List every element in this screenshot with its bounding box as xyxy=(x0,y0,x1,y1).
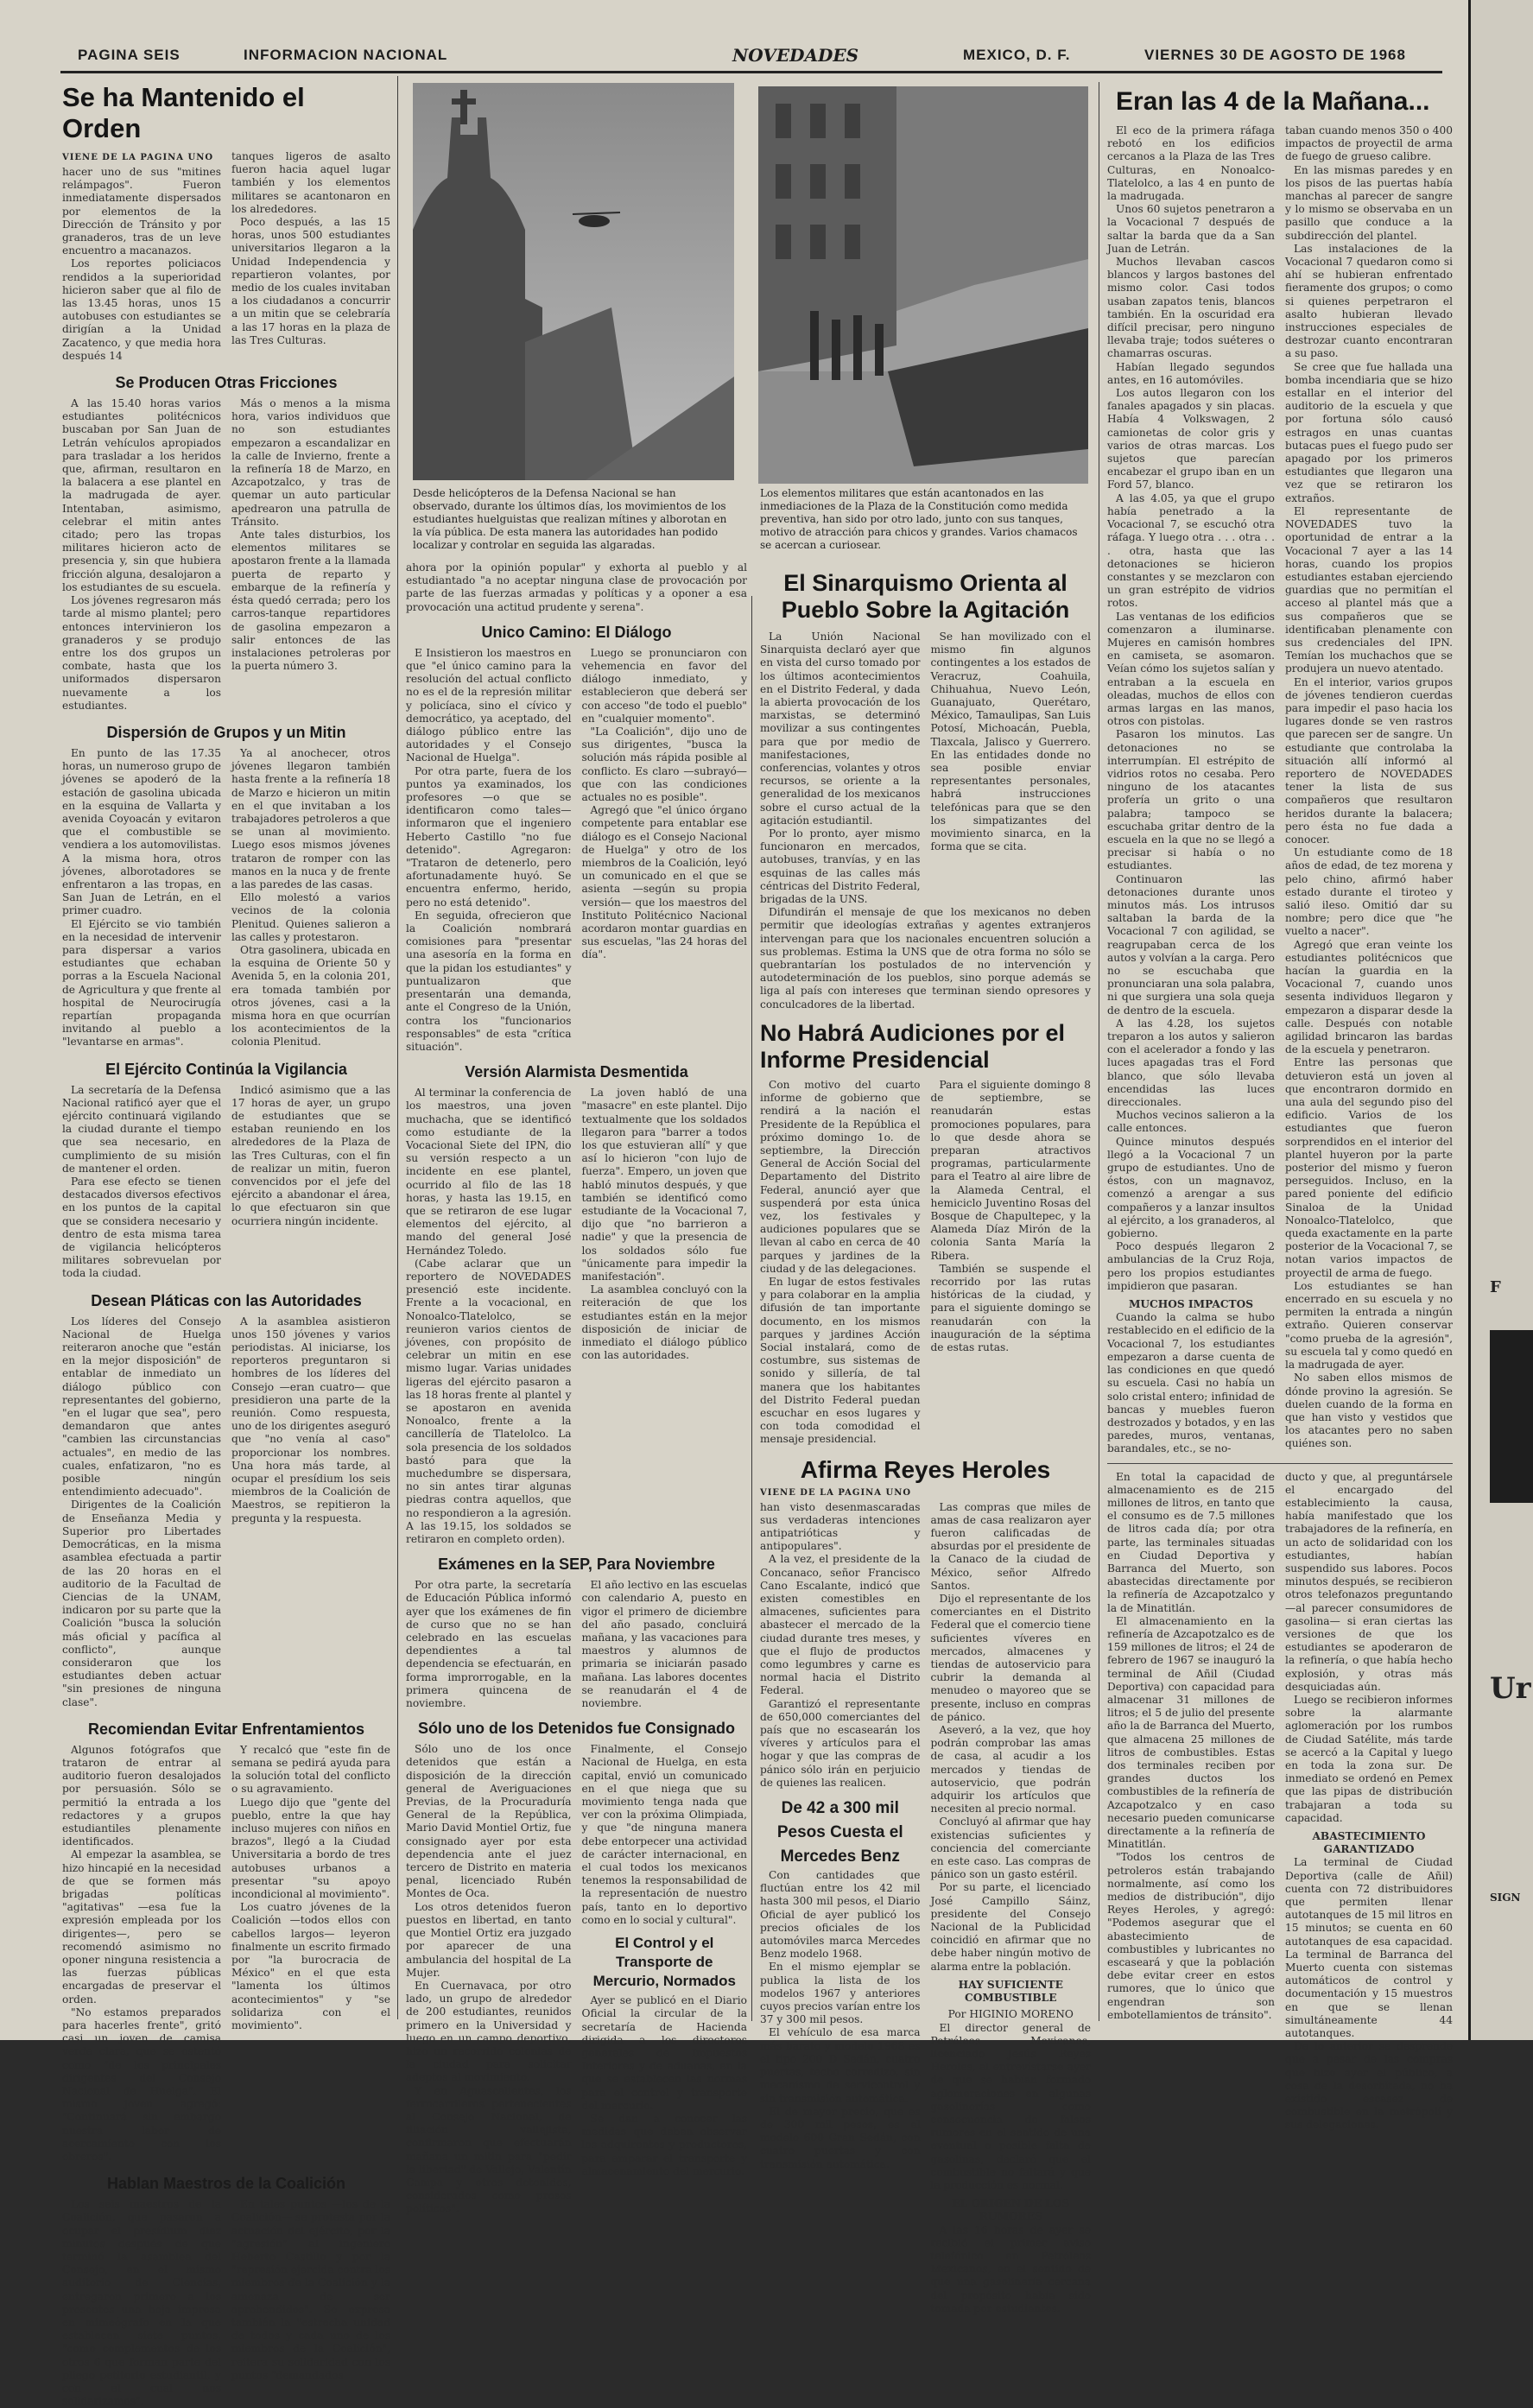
paragraph: Finalmente, el Consejo Nacional de Huelga, en esta capital, envió un comunicado en el que niega que su movimiento tenga nada que ver con la próxima Olimpiada, y que "de ninguna manera debe entorpecer una actividad de carácter internacional, en el cual todos los mexicanos tenemos la responsabilidad de la representación de nuestro país, tanto en lo deportivo como en lo social y cultural". xyxy=(581,1743,747,1926)
paragraph: Las instalaciones de la Vocacional 7 quedaron como si ahí se hubieran enfrentado fieramente dos grupos; o como si quienes perpetraron el asalto hubieran llevado instrucciones especiales de destrozar cuanto encontraran a su paso. xyxy=(1285,242,1453,360)
subheading: Versión Alarmista Desmentida xyxy=(465,1063,688,1081)
paragraph: Unos 60 sujetos penetraron a la Vocacional 7 después de saltar la barda que da a San Juan de Letrán. xyxy=(1107,203,1275,255)
paragraph: En seguida, ofrecieron que la Coalición nombrará comisiones para "presentar una asesoría en la forma en que la pidan los estudiantes" y puntualizaron que presentarán una demanda, ante el Congreso de la Unión, contra los "funcionarios responsables" de esta "crítica situación". xyxy=(406,909,572,1053)
paragraph: Por lo pronto, ayer mismo funcionaron en mercados, autobuses, tranvías, y en las esquinas de las calles más céntricas del Distrito Federal, brigadas de la UNS. xyxy=(760,827,921,906)
paragraph: taban cuando menos 350 o 400 impactos de proyectil de arma de fuego de grueso calibre. xyxy=(1285,124,1453,163)
paragraph: Se dan a conocer las medidas que deben observar los adquirentes y productores, para amparar el transporte y almacenamiento del mercurio. xyxy=(581,2112,747,2177)
page-fragment: Ur xyxy=(1490,1671,1531,1706)
photo-caption: Los elementos militares que están acantonados en las inmediaciones de la Plaza de la Constitución como medida preventiva, han sido por otro lado, junto con sus tanques, motivo de atracción para chicos y grandes. Varios chamacos se acercan a curiosear. xyxy=(760,487,1078,551)
paragraph: Poco después, a las 15 horas, unos 500 estudiantes universitarios llegaron a la Unidad Independencia y repartieron volantes, por medio de los cuales invitaban a los ciudadanos a concurrir a un mitin que se celebraría a las 17 horas en la plaza de las Tres Culturas. xyxy=(231,216,390,346)
paragraph: Un estudiante como de 18 años de edad, de tez morena y pelo chino, afirmó haber estado durante el tiroteo y salió ileso. Omitió dar su nombre; pero dice que "he vuelto a nacer". xyxy=(1285,846,1453,938)
paragraph: Agregó que eran veinte los estudiantes politécnicos que hacían la guardia en la Vocacional 7, cuando unos sesenta individuos llegaron y empezaron a disparar desde la calle. Después con notable agilidad brincaron las bardas de la escuela y penetraron. xyxy=(1285,938,1453,1056)
paragraph: Muchos vecinos salieron a la calle entonces. xyxy=(1107,1109,1275,1135)
paragraph: Ante tales disturbios, los elementos militares se apostaron frente a la llamada puerta de reparto y embarque de la refinería y ésta quedó cerrada; pero los carros-tanque repartidores de gasolina empezaron a salir entonces de las instalaciones petroleras por la puerta número 3. xyxy=(231,529,390,673)
paragraph: Las ventanas de los edificios comenzaron a iluminarse. Mujeres en camisón hombres en camiseta, se asomaron. Veían cómo los sujetos salían y entraban a la escuela en oleadas, muchos de ellos con armas largas en las manos, otros con pistolas. xyxy=(1107,610,1275,728)
paragraph: El representante de NOVEDADES tuvo la oportunidad de entrar a la Vocacional 7 ayer a las 14 horas, cuando los propios estudiantes estaban ejerciendo guardias que no permitían el acceso al plantel más que a sus compañeros que se identificaban plenamente con sus credenciales del IPN. Temían los muchachos que se produjera un nuevo atentado. xyxy=(1285,504,1453,675)
paragraph: E Insistieron los maestros en que "el único camino para la resolución del actual conflicto no es el de la represión militar y policíaca, sino el cívico y democrático, ya aceptado, del diálogo público entre las autoridades y el Consejo Nacional de Huelga". xyxy=(406,646,572,764)
paragraph: También se suspende el recorrido por las rutas históricas de la ciudad, y para el siguiente domingo se reanudarán con la inauguración de la séptima de estas rutas. xyxy=(930,1262,1091,1353)
issue-date: VIERNES 30 DE AGOSTO DE 1968 xyxy=(1144,47,1406,63)
paragraph: Por otra parte, fuera de los puntos ya examinados, los profesores —o que se identificaron como tales— informaron que el ingeniero Heberto Castillo "no fue detenido". Agregaron: "Trataron de detenerlo, pero afortunadamente huyó. Se encuentra enfermo, herido, pero no está detenido". xyxy=(406,764,572,909)
subheading: Hablan Maestros de la Coalición xyxy=(106,2175,346,2193)
paragraph: El almacenamiento en la refinería de Azcapotzalco es de 159 millones de litros; el 24 de febrero de 1967 se inauguró la terminal de Añil (Ciudad Deportiva) con capacidad para almacenar 31 millones de litros; el 5 de julio del presente año la de Barranca del Muerto, que almacena 25 millones de litros de combustibles. Estas dos terminales reciben por grandes ductos los combustibles de la refinería de Azcapotzalco y en caso necesario pueden comunicarse directamente a la refinería de Minatitlán. xyxy=(1107,1614,1275,1851)
subheading: Sólo uno de los Detenidos fue Consignado xyxy=(417,1720,735,1738)
paragraph: Para ese efecto se tienen destacados diversos efectivos en los puntos de la capital que se considera necesario y dentro de esta misma tarea de vigilancia helicópteros militares sobrevuelan por toda la ciudad. xyxy=(62,1175,221,1280)
paragraph: Indicó asimismo que a las 17 horas de ayer, un grupo de estudiantes que se estaban reuniendo en los alrededores de la Plaza de las Tres Culturas, con el fin de realizar un mitin, fueron convencidos por el jefe del ejército a abandonar el área, lo que efectuaron sin que ocurriera ningún incidente. xyxy=(231,1083,390,1227)
paragraph: El Ejército se vio también en la necesidad de intervenir para dispersar a varios estudiantes que echaban porras a la Escuela Nacional de Agricultura y que frente al hospital de Neurocirugía repartían propaganda invitando al pueblo a "levantarse en armas". xyxy=(62,917,221,1049)
paragraph: De lo anterior se desprende que a pesar de las compras que hizo ayer el público, a cosa de la desorbitada, no ha existido escasez de combustible en la metrópoli y sus delegaciones. xyxy=(1285,2040,1453,2132)
paragraph: El de mayor precio, que es de 300 mil pesos, es el modelo 600 Gran Sedán, con cuatro puertas y con transmisión automática. xyxy=(760,2105,921,2170)
paragraph: Los seis maestros de la Coalición, que pasaron a ocupar el presídium diez minutos después de que terminó la asamblea del Consejo, en el mismo auditorio de Ciencias, entregaron primero a los presentes una hoja impresa en mimeógrafo en la que establecen siete puntos, "como complementos de los otros 6 que forman parte del pliego petitorio estudiantil, y con el cual nos solidarizamos". xyxy=(62,2198,221,2408)
paragraph: En las mismas paredes y en los pisos de las puertas había manchas al parecer de sangre y lo mismo se observaba en un pasillo que conduce a la subdirección del plantel. xyxy=(1285,163,1453,242)
paragraph: "Todos los centros de petroleros están trabajando normalmente, así como los medios de distribución", dijo Reyes Heroles, y agregó: "Podemos asegurar que el abastecimiento de combustibles y lubricantes no escaseará y que la población debe evitar creer en estos rumores, que lo único que engendran son embotellamientos de tránsito". xyxy=(1107,1851,1275,2021)
newspaper-logo: NOVEDADES xyxy=(732,45,859,66)
column-rule xyxy=(751,596,752,2021)
paragraph: La Unión Nacional Sinarquista declaró ayer que en vista del curso tomado por los últimos acontecimientos en el Distrito Federal, y dada la abierta provocación de los marxistas, se determinó movilizar a sus contingentes para que por medio de manifestaciones, conferencias, volantes y otros recursos, se oriente a la generalidad de los mexicanos sobre el curso actual de la agitación estudiantil. xyxy=(760,631,921,827)
paragraph: Garantizó el representante de 650,000 comerciantes del país que no escasearán los víveres y artículos para el hogar y que las compras de pánico sólo irán en perjuicio de quienes las realicen. xyxy=(760,1697,921,1789)
paragraph: El año lectivo en las escuelas con calendario A, puesto en vigor el primero de diciembre del año pasado, concluirá mañana, y las vacaciones para maestros y alumnos de primaria se iniciarán pasado mañana. Las labores docentes se reanudarán el 4 de noviembre. xyxy=(581,1579,747,1710)
headline-audiciones: No Habrá Audiciones por el Informe Presidencial xyxy=(760,1019,1066,1073)
paragraph: Dijo el representante de los comerciantes en el Distrito Federal que el comercio tiene suficientes víveres en mercados, almacenes y tiendas de autoservicio para cubrir la demanda al menudeo o mayoreo que se presente, incluso en compras de pánico. xyxy=(930,1593,1091,1723)
paragraph: "No estamos preparados para hacerles frente", gritó casi un joven de camisa verde clara, que se ostentó como "de los principales dirigentes del Consejo Nacional de Huelga". El mismo joven agregó: "Continuará sin embargo nuestra labor de acercamiento con los obreros". xyxy=(62,2006,221,2164)
paragraph: Al terminar la conferencia de los maestros, una joven muchacha, que se identificó como estudiante de la Vocacional Siete del IPN, dio su versión respecto a un incidente en ese plantel, ocurrido al filo de las 18 horas, y hasta las 19.15, en que se retiraron de ese lugar elementos del ejército, al mando del general José Hernández Toledo. xyxy=(406,1087,572,1257)
subheading: El Ejército Continúa la Vigilancia xyxy=(105,1060,347,1078)
paragraph: Ello molestó a varios vecinos de la colonia Plenitud. Quienes salieron a las calles y protestaron. xyxy=(231,891,390,943)
paragraph: La asamblea concluyó con la reiteración de que los estudiantes están en la mejor disposición de iniciar de inmediato el diálogo público con las autoridades. xyxy=(581,1283,747,1362)
subheading: Recomiendan Evitar Enfrentamientos xyxy=(87,1720,365,1738)
paragraph: tanques ligeros de asalto fueron hacia aquel lugar también y los elementos militares se acantonaron en los alrededores. xyxy=(231,150,390,215)
subheading: Se Producen Otras Fricciones xyxy=(115,374,338,392)
photo-helicopter-church xyxy=(413,83,734,480)
kicker: VIENE DE LA PAGINA UNO xyxy=(62,153,214,162)
paragraph: Los otros detenidos fueron puestos en libertad, en tanto que Montiel Ortiz era juzgado por aparecer de una ambulancia del hospital de La Mujer. xyxy=(406,1900,572,1979)
paragraph: Difundirán el mensaje de que los mexicanos no deben permitir que ideologías extrañas y agentes extranjeros intervengan para que los nacionales encuentren solución a sus problemas. Estima la UNS que de otra forma no sólo se quebrantarían los postulados de no intervención y autodeterminación de los pueblos, sino porque además se liga al país con intereses que terminan siendo opresores y conculcadores de la libertad. xyxy=(760,906,1091,1011)
paragraph: Dirigentes de la Coalición de Enseñanza Media y Superior pro Libertades Democráticas, en la misma asamblea efectuada a partir de las 20 horas en el auditorio de la Facultad de Ciencias de la UNAM, indicaron por su parte que la Coalición "busca la solución más oficial y pacífica al conflicto", aunque consideraron que los estudiantes deben actuar "sin presiones de ninguna clase". xyxy=(62,1499,221,1708)
column-rule xyxy=(397,76,398,2019)
adjacent-page-edge xyxy=(1468,0,1533,2040)
paragraph: El director general de Petróleos Mexicanos, licenciado Jesús Reyes Heroles, al entrevistarse ayer de que se habían formado aglomeraciones en algunas gasolinerías como consecuencia de falsos rumores en el sentido de una eventual o posible falta de gasolinas, declaró que el combustible no faltará y que la producción es normal. xyxy=(930,2021,1091,2191)
paragraph: Ayer se publicó en el Diario Oficial la circular de la secretaría de Hacienda dirigida a los directores generales de Impuestos Interiores y de aduanas, en la que se establecen las normas para el control y transporte del mercurio. xyxy=(581,1994,747,2112)
paragraph: La joven habló de una "masacre" en este plantel. Dijo textualmente que los soldados llegaron para "barrer a todos los que estuvieran allí" y que así lo hicieron "con lujo de fuerza". Empero, un joven que habló minutos después, y que también se identificó como estudiante de la Vocacional 7, dijo que "no barrieron a nadie" y que la presencia de los soldados sólo fue "únicamente para impedir la manifestación". xyxy=(581,1087,747,1283)
paragraph: Sólo uno de los once detenidos que están a disposición de la dirección general de Averiguaciones Previas, de la Procuraduría General de la República, Mario David Montiel Ortiz, fue consignado ayer por esta dependencia ante el juez tercero de Distrito en materia penal, licenciado Rubén Montes de Oca. xyxy=(406,1743,572,1900)
paragraph: El vehículo de esa marca más barato y modelo 1968 es el tipo 200 D Sedán, cuatro puertas, techo corredizo, sin mecanismo de servicontrol y sin transmisión automática. xyxy=(760,2026,921,2105)
page-fragment: F xyxy=(1490,1278,1501,1296)
photo-tanks-plaza xyxy=(758,86,1088,484)
paragraph: Habían llegado segundos antes, en 16 automóviles. xyxy=(1107,360,1275,386)
subheading: HAY SUFICIENTE COMBUSTIBLE xyxy=(958,1978,1063,2005)
paragraph: A las 4.28, los sujetos treparon a los autos y salieron con el acelerador a fondo y las luces apagadas tras el Ford blanco, que sólo llevaba encendidas las luces direccionales. xyxy=(1107,1017,1275,1109)
center-right-column xyxy=(760,570,1091,2315)
paragraph: Concluyó al afirmar que hay existencias suficientes y conciencia del comerciante en este caso. Las compras de pánico son un gasto estéril. xyxy=(930,1816,1091,1881)
subheading: Desean Pláticas con las Autoridades xyxy=(91,1291,362,1309)
subheading: EL ORIGEN DE LOS RUMORES xyxy=(952,2197,1070,2223)
photo-image xyxy=(758,86,1088,484)
right-column xyxy=(1107,86,1453,2132)
paragraph: Cuando la calma se hubo restablecido en el edificio de la Vocacional 7, los estudiantes empezaron a darse cuenta de las condiciones en que quedó su escuela. Casi no había un solo cristal entero; infinidad de bancas y muebles fueron destrozados y botados, y en las paredes, muros, ventanas, barandales, etc., se no- xyxy=(1107,1311,1275,1455)
paragraph: ducto y que, al preguntársele el encargado del establecimiento la causa, había manifestado que los trabajadores de la refinería, en un acto de solidaridad con los estudiantes, habían suspendido sus labores. Pocos minutos después, se recibieron otros telefonazos preguntando —al parecer consumidores de gasolina— si eran ciertas las versiones de que los estudiantes se apoderaron de la refinería, o que había hecho explosión, y otras más desquiciadas aún. xyxy=(1285,1470,1453,1693)
paragraph: Los cuatro jóvenes de la Coalición —todos ellos con cabellos largos— leyeron finalmente un escrito firmado por "la burocracia de México" en el que esta "lamenta los últimos acontecimientos" y "se solidariza con el movimiento". xyxy=(231,1901,390,2031)
left-column xyxy=(62,82,390,2408)
page-fragment-block xyxy=(1490,1330,1533,1503)
paragraph: En el interior, varios grupos de jóvenes tendieron cuerdas para impedir el paso hacia los lugares donde se ven rastros que parecen ser de sangre. Un estudiante que controlaba la situación allí informó al reportero de NOVEDADES tener la lista de sus compañeros que resultaron heridos durante la balacera; pero ésta no fue dada a conocer. xyxy=(1285,675,1453,846)
paragraph: Con cantidades que fluctúan entre los 42 mil hasta 300 mil pesos, el Diario Oficial de ayer publicó los precios oficiales de los automóviles marca Mercedes Benz modelo 1968. xyxy=(760,1869,921,1961)
paragraph: Se cree que fue hallada una bomba incendiaria que se hizo estallar en el interior del auditorio de la escuela y que por fortuna sólo causó estragos en unas cuantas butacas pues el fuego pudo ser apagado por los primeros estudiantes que llegaron una vez que se retiraron los extraños. xyxy=(1285,360,1453,504)
paragraph: Agregó que "el único órgano competente para entablar ese diálogo es el Consejo Nacional de Huelga" y otro de los miembros de la Coalición, leyó un comunicado en el que se asienta —según su propia versión— que los maestros del Instituto Politécnico Nacional acordaron montar guardias en sus escuelas, "las 24 horas del día". xyxy=(581,804,747,961)
subheading: MUCHOS IMPACTOS xyxy=(1128,1298,1254,1311)
section-name: INFORMACION NACIONAL xyxy=(244,47,448,63)
page-number: PAGINA SEIS xyxy=(78,47,181,63)
paragraph: En tales puntos —los de la Coalición— se protesta por la actuación del ejército, por la "agresión" al ingeniero Heberto Castillo y por la "represión ejercida contra los miembros de la Coalición y la amenaza de ser aprehendidos". Se expresa también la "estrecha unidad de todos y cada uno de los miembros de la Coalición", reitera su solidaridad con los puntos "demandados xyxy=(231,2198,390,2381)
paragraph: Por su parte, el licenciado José Campillo Sáinz, presidente del Consejo Nacional de la Publicidad coincidió en afirmar que no debe haber ningún motivo de alarma entre la población. xyxy=(930,1881,1091,1973)
paragraph: Poco después llegaron 2 ambulancias de la Cruz Roja, pero los propios estudiantes impidieron que pasaran. xyxy=(1107,1240,1275,1292)
paragraph: Muchos llevaban cascos blancos y largos bastones del mismo color. Casi todos usaban zapatos tenis, blancos también. En la oscuridad era difícil precisar, pero ninguno llevaba traje; todos suéteres o chamarras oscuras. xyxy=(1107,256,1275,360)
paragraph: Los jóvenes regresaron más tarde al mismo plantel; pero entonces intervinieron los granaderos y se produjo entre los dos grupos un combate, hasta que los uniformados dispersaron nuevamente a los estudiantes. xyxy=(62,594,221,712)
paragraph: A las 16 horas de ayer se recibió el primer aviso telefónico en Petróleos Mexicanos, en el sentido de que una gasolinería cercana del propósito había sido tomada por estudiantes. xyxy=(930,2223,1091,2315)
center-left-column xyxy=(406,561,747,2215)
headline-sinarquismo: El Sinarquismo Orienta al Pueblo Sobre la Agitación xyxy=(781,570,1070,623)
subheading: Unico Camino: El Diálogo xyxy=(481,623,672,641)
paragraph: han visto desenmascaradas sus verdaderas intenciones antipatrióticas y antipopulares". xyxy=(760,1500,921,1553)
byline: Por HIGINIO MORENO xyxy=(947,2008,1074,2021)
paragraph: Aseveró, a la vez, que hoy podrán comprobar las amas de casa, al acudir a los mercados y tiendas de autoservicio, que podrán adquirir los artículos que necesiten al precio normal. xyxy=(930,1724,1091,1816)
paragraph: A las 15.40 horas varios estudiantes politécnicos buscaban por San Juan de Letrán vehículos apropiados para trasladar a los heridos que, afirman, resultaron en la balacera a ese plantel en la madrugada de ayer. Intentaban, asimismo, celebrar el mitin antes citado; pero las tropas militares hicieron acto de presencia y, sin que hubiera fricción alguna, desalojaron a los estudiantes de su escuela. xyxy=(62,397,221,593)
paragraph: Ya al anochecer, otros jóvenes llegaron también hasta frente a la refinería 18 de Marzo e hicieron un mitin en el que invitaban a los trabajadores petroleros a que se unan al movimiento. Luego esos mismos jóvenes trataron de romper con las manos en la nuca y de frente a las paredes de las casas. xyxy=(231,746,390,890)
paragraph: En lugar de estos festivales y para colaborar en la amplia difusión de tan importante documento, en los mismos parques y jardines Acción Social instalará, como de costumbre, sus sistemas de sonido y sillería, de tal manera que los habitantes del Distrito Federal puedan escuchar en esos lugares y con toda comodidad el mensaje presidencial. xyxy=(760,1275,921,1446)
subheading: El Control y el Transporte de Mercurio, Normados xyxy=(592,1935,736,1990)
paragraph: Al empezar la asamblea, se hizo hincapié en la necesidad de que se formen más brigadas políticas "agitativas" —esa fue la expresión empleada por los dirigentes—, pero se recomendó asimismo no oponer ninguna resistencia a las fuerzas públicas encargadas de preservar el orden. xyxy=(62,1848,221,2006)
paragraph: Las compras que miles de amas de casa realizaron ayer fueron calificadas de absurdas por el presidente de la Canaco de la ciudad de México, señor Alfredo Santos. xyxy=(930,1500,1091,1592)
city: MEXICO, D. F. xyxy=(963,47,1071,63)
paragraph: Los líderes del Consejo Nacional de Huelga reiteraron anoche que "están en la mejor disposición" de entablar de inmediato un diálogo público con representantes del gobierno, "en el lugar que sea", pero demandaron que antes "cambien las circunstancias actuales", en medio de las cuales, enfatizaron, "no es posible ningún entendimiento adecuado". xyxy=(62,1315,221,1499)
paragraph: En total la capacidad de almacenamiento es de 215 millones de litros, en tanto que el consumo es de 7.5 millones de litros cada día; por otra parte, las terminales situadas en Ciudad Deportiva y Barranca del Muerto, son abastecidas directamente por la refinería de Azcapotzalco y la de Minatitlán. xyxy=(1107,1470,1275,1614)
paragraph: Se han movilizado con el mismo fin algunos contingentes a los estados de Veracruz, Coahuila, Chihuahua, Nuevo León, Guanajuato, Querétaro, México, Tamaulipas, San Luis Potosí, Michoacán, Puebla, Tlaxcala, Jalisco y Guerrero. En las entidades donde no sea posible enviar representantes personales, habrá instrucciones telefónicas para que se den los simpatizantes del movimiento sinarca, en la forma que se cita. xyxy=(930,631,1091,853)
page-fragment: SIGN xyxy=(1490,1892,1521,1904)
subheading: De 42 a 300 mil Pesos Cuesta el Mercedes Benz xyxy=(776,1799,903,1866)
paragraph: Los estudiantes se han encerrado en su escuela y no permiten la entrada a ningún extraño. Quieren conservar "como prueba de la agresión", su escuela tal y como quedó en la madrugada de ayer. xyxy=(1285,1279,1453,1372)
paragraph: Entre las personas que detuvieron está un joven al que encontraron dormido en una aula del segundo piso del edificio. Varios de los estudiantes que fueron sorprendidos en el interior del plantel huyeron por la parte posterior del mismo y fueron perseguidos. Incluso, en la pared poniente del edificio Sinaloa de la Unidad Nonoalco-Tlatelolco, que queda exactamente en la parte posterior de la Vocacional 7, se notan varios impactos de proyectil de arma de fuego. xyxy=(1285,1056,1453,1279)
kicker: VIENE DE LA PAGINA UNO xyxy=(760,1487,912,1498)
paragraph: Otra gasolinera, ubicada en la esquina de Oriente 50 y Avenida 5, en la colonia 201, era tomada también por otros jóvenes, casi a la misma hora en que ocurrían los acontecimientos de la colonia Plenitud. xyxy=(231,943,390,1049)
headline-eran-las-4: Eran las 4 de la Mañana... xyxy=(1116,87,1430,116)
paragraph: En punto de las 17.35 horas, un numeroso grupo de jóvenes se apoderó de la estación de gasolina ubicada en la esquina de Vallarta y avenida Coyoacán y evitaron que el combustible se vendiera a los automovilistas. A la misma hora, otros jóvenes, alborotadores se enfrentaron a las tropas, en San Juan de Letrán, en el primer cuadro. xyxy=(62,746,221,917)
paragraph: Luego dijo que "gente del pueblo, entre la que hay incluso mujeres con niños en brazos", llegó a la Ciudad Universitaria a bordo de tres autobuses urbanos a presentar "su apoyo incondicional al movimiento". xyxy=(231,1796,390,1900)
paragraph: hacer uno de sus "mitines relámpagos". Fueron inmediatamente dispersados por elementos de la Dirección de Tránsito y por granaderos, tras de un leve encuentro a macanazos. xyxy=(62,166,221,257)
paragraph: Los autos llegaron con los fanales apagados y sin placas. Había 4 Volkswagen, 2 camionetas de color gris y varios de otras marcas. Los sujetos que parecían encabezar el grupo iban en un Ford 57, blanco. xyxy=(1107,387,1275,491)
paragraph: Más o menos a la misma hora, varios individuos que no son estudiantes empezaron a escandalizar en la calle de Invierno, frente a la refinería 18 de Marzo, en Azcapotzalco, y tras de quemar un auto particular apedrearon una patrulla de Tránsito. xyxy=(231,397,390,528)
paragraph: Pasaron los minutos. Las detonaciones no se interrumpían. El estrépito de vidrios rotos no cesaba. Pero ninguno de los atacantes profería un grito o una palabra; tampoco se escuchaba gritar dentro de la escuela en la que no se llegó a precisar si había o no estudiantes. xyxy=(1107,728,1275,872)
subheading: ABASTECIMIENTO GARANTIZADO xyxy=(1312,1830,1426,1856)
paragraph: No saben ellos mismos de dónde provino la agresión. Se duelen cuando de la forma en que han visto y vestidos que los atacantes pero no saben quiénes son. xyxy=(1285,1372,1453,1450)
masthead xyxy=(60,41,1442,73)
paragraph: Por otra parte, la secretaría de Educación Pública informó ayer que los exámenes de fin de curso que no se han celebrado en las escuelas dependientes a tal dependencia se efectuarán, en forma improrrogable, en la primera quincena de noviembre. xyxy=(406,1579,572,1710)
photo-caption: Desde helicópteros de la Defensa Nacional se han observado, durante los últimos días, los movimientos de los estudiantes huelguistas que realizan mítines y alborotan en la vía pública. De esta manera las autoridades han podido localizar y controlar en seguida las algaradas. xyxy=(413,487,727,551)
headline-orden: Se ha Mantenido el Orden xyxy=(62,82,305,143)
paragraph: La terminal de Ciudad Deportiva (calle de Añil) cuenta con 72 distribuidores que permiten llenar autotanques de 15 mil litros en 15 minutos; se cuenta en 60 autotanques de esa capacidad. La terminal de Barranca del Muerto cuenta con sistemas automáticos de control y documentación y 15 muestros en que se llenan simultáneamente 44 autotanques. xyxy=(1285,1856,1453,2040)
paragraph: Algunos fotógrafos que trataron de entrar al auditorio fueron desalojados por persuasión. Sólo se permitió la entrada a los redactores y a grupos estudiantiles plenamente identificados. xyxy=(62,1743,221,1848)
paragraph: Y recalcó que "este fin de semana se pedirá ayuda para la solución total del conflicto o su agravamiento. xyxy=(231,1743,390,1796)
paragraph: A la vez, el presidente de la Concanaco, señor Francisco Cano Escalante, indicó que existen comestibles en almacenes, suficientes para abastecer el mercado de la ciudad durante tres meses, y que el flujo de productos como legumbres y carne es normal hacia el Distrito Federal. xyxy=(760,1553,921,1697)
headline-reyes-heroles: Afirma Reyes Heroles xyxy=(800,1455,1051,1483)
paragraph: ahora por la opinión popular" y exhorta al pueblo y al estudiantado "a no aceptar ninguna clase de provocación por parte de las fuerzas armadas y políticas y a oponer a esa provocación una actitud prudente y serena". xyxy=(406,561,747,613)
paragraph: La secretaría de la Defensa Nacional ratificó ayer que el ejército continuará vigilando la ciudad durante el tiempo que sea necesario, en cumplimiento de su misión de mantener el orden. xyxy=(62,1083,221,1175)
paragraph: "La Coalición", dijo uno de sus dirigentes, "busca la solución más rápida posible al conflicto. Es claro —subrayó— que con las condiciones actuales no es posible". xyxy=(581,726,747,804)
paragraph: Para el siguiente domingo 8 de septiembre, se reanudarán estas promociones populares, para lo que desde ahora se preparan atractivos programas, particularmente para el Teatro al aire libre de la Alameda Central, el hemiciclo Juventino Rosas del Bosque de Chapultepec, y la Alameda Díaz Mirón de la colonia Santa María la Ribera. xyxy=(930,1078,1091,1262)
paragraph: En el mismo ejemplar se publica la lista de los modelos 1967 y anteriores cuyos precios varían entre los 37 y 300 mil pesos. xyxy=(760,1961,921,2026)
paragraph: Con motivo del cuarto informe de gobierno que rendirá a la nación el Presidente de la República el próximo domingo 1o. de septiembre, la Dirección General de Acción Social del Departamento del Distrito Federal, anunció ayer que suspenderá por esta única vez, los festivales y audiciones populares que se llevan al cabo en cerca de 40 parques y jardines de la ciudad y de las delegaciones. xyxy=(760,1078,921,1275)
paragraph: Luego se recibieron informes sobre la alarmante aglomeración por los rumbos de Ciudad Satélite, más tarde se acercó a la Capital y luego en toda la zona sur. De inmediato se ordenó en Pemex que las pipas de distribución trabajaran a toda su capacidad. xyxy=(1285,1693,1453,1824)
paragraph: Quince minutos después llegó a la Vocacional 7 un grupo de estudiantes. Uno de éstos, con un magnavoz, comenzó a arengar a sus compañeros y a lanzar insultos al ejército, a los granaderos, al gobierno. xyxy=(1107,1135,1275,1240)
photo-image xyxy=(413,83,734,480)
paragraph: Luego se pronunciaron con vehemencia en favor del diálogo inmediato, y establecieron que deberá ser con acceso "de todo el pueblo" en "cualquier momento". xyxy=(581,646,747,725)
paragraph: Los reportes policiacos rendidos a la superioridad hicieron saber que al filo de las 13.45 horas, unos 15 autobuses con estudiantes se dirigían a la Unidad Zacatenco, y que media hora después 14 xyxy=(62,257,221,362)
paragraph: Y en Aguascalientes, los ferrocarrileros pertenecientes al Consejo Nacional, de filiación vallejista, confirmaron que efectuarán mañana un mitin para "pedir la libertad" de Vallejo, Valentín Campa y otros detenidos, considerados como presos políticos". xyxy=(406,2084,572,2215)
paragraph: Continuaron las detonaciones durante unos minutos más. Los intrusos saltaban la barda de la Vocacional 7 con agilidad, se reagrupaban cerca de los autos y volvían a la carga. Pero no se escuchaba que pronunciaran una sola palabra, ni que surgiera una sola queja de dentro de la escuela. xyxy=(1107,872,1275,1017)
subheading: Dispersión de Grupos y un Mitin xyxy=(106,723,346,741)
subheading: Exámenes en la SEP, Para Noviembre xyxy=(438,1556,715,1574)
paragraph: A las 4.05, ya que el grupo había penetrado a la Vocacional 7, se escuchó otra ráfaga. Y luego otra . . . otra . . . otra, hasta que las detonaciones se hicieron constantes y se mezclaron con un gran estrépito de vidrios rotos. xyxy=(1107,491,1275,610)
paragraph: El eco de la primera ráfaga rebotó en los edificios cercanos a la Plaza de las Tres Culturas, en Nonoalco-Tlatelolco, a las 4 en punto de la madrugada. xyxy=(1107,124,1275,203)
paragraph: A la asamblea asistieron unos 150 jóvenes y varios periodistas. Al iniciarse, los reporteros preguntaron si hombres de los líderes del Consejo —eran cuatro— que presidieron una parte de la reunión. Como respuesta, uno de los dirigentes aseguró que "no venía al caso" proporcionar los nombres. Una hora más tarde, al ocupar el presídium los seis miembros de la Coalición de Maestros, se repitieron la pregunta y la respuesta. xyxy=(231,1315,390,1524)
paragraph: En Cuernavaca, por otro lado, un grupo de alrededor de 200 estudiantes, reunidos primero en la Universidad y luego en un campo deportivo, hizo un recorrido colonias de la ciudad para solicitar adeptos al movimiento. xyxy=(406,1979,572,2084)
paragraph: (Cabe aclarar que un reportero de NOVEDADES presenció este incidente. Frente a la vocacional, en Nonoalco-Tlatelolco, se reunieron varios cientos de jóvenes, con propósito de celebrar un mitin en ese mismo lugar. Varias unidades ligeras del ejército pasaron a las 18 horas frente al plantel y se apostaron en avenida Nonoalco, frente a la cancillería de Tlatelolco. La sola presencia de los soldados bastó para que la muchedumbre se dispersara, no sin antes tirar algunas piedras contra aquellos, que no respondieron a la agresión. A las 19.15, los soldados se retiraron en completo orden). xyxy=(406,1257,572,1546)
